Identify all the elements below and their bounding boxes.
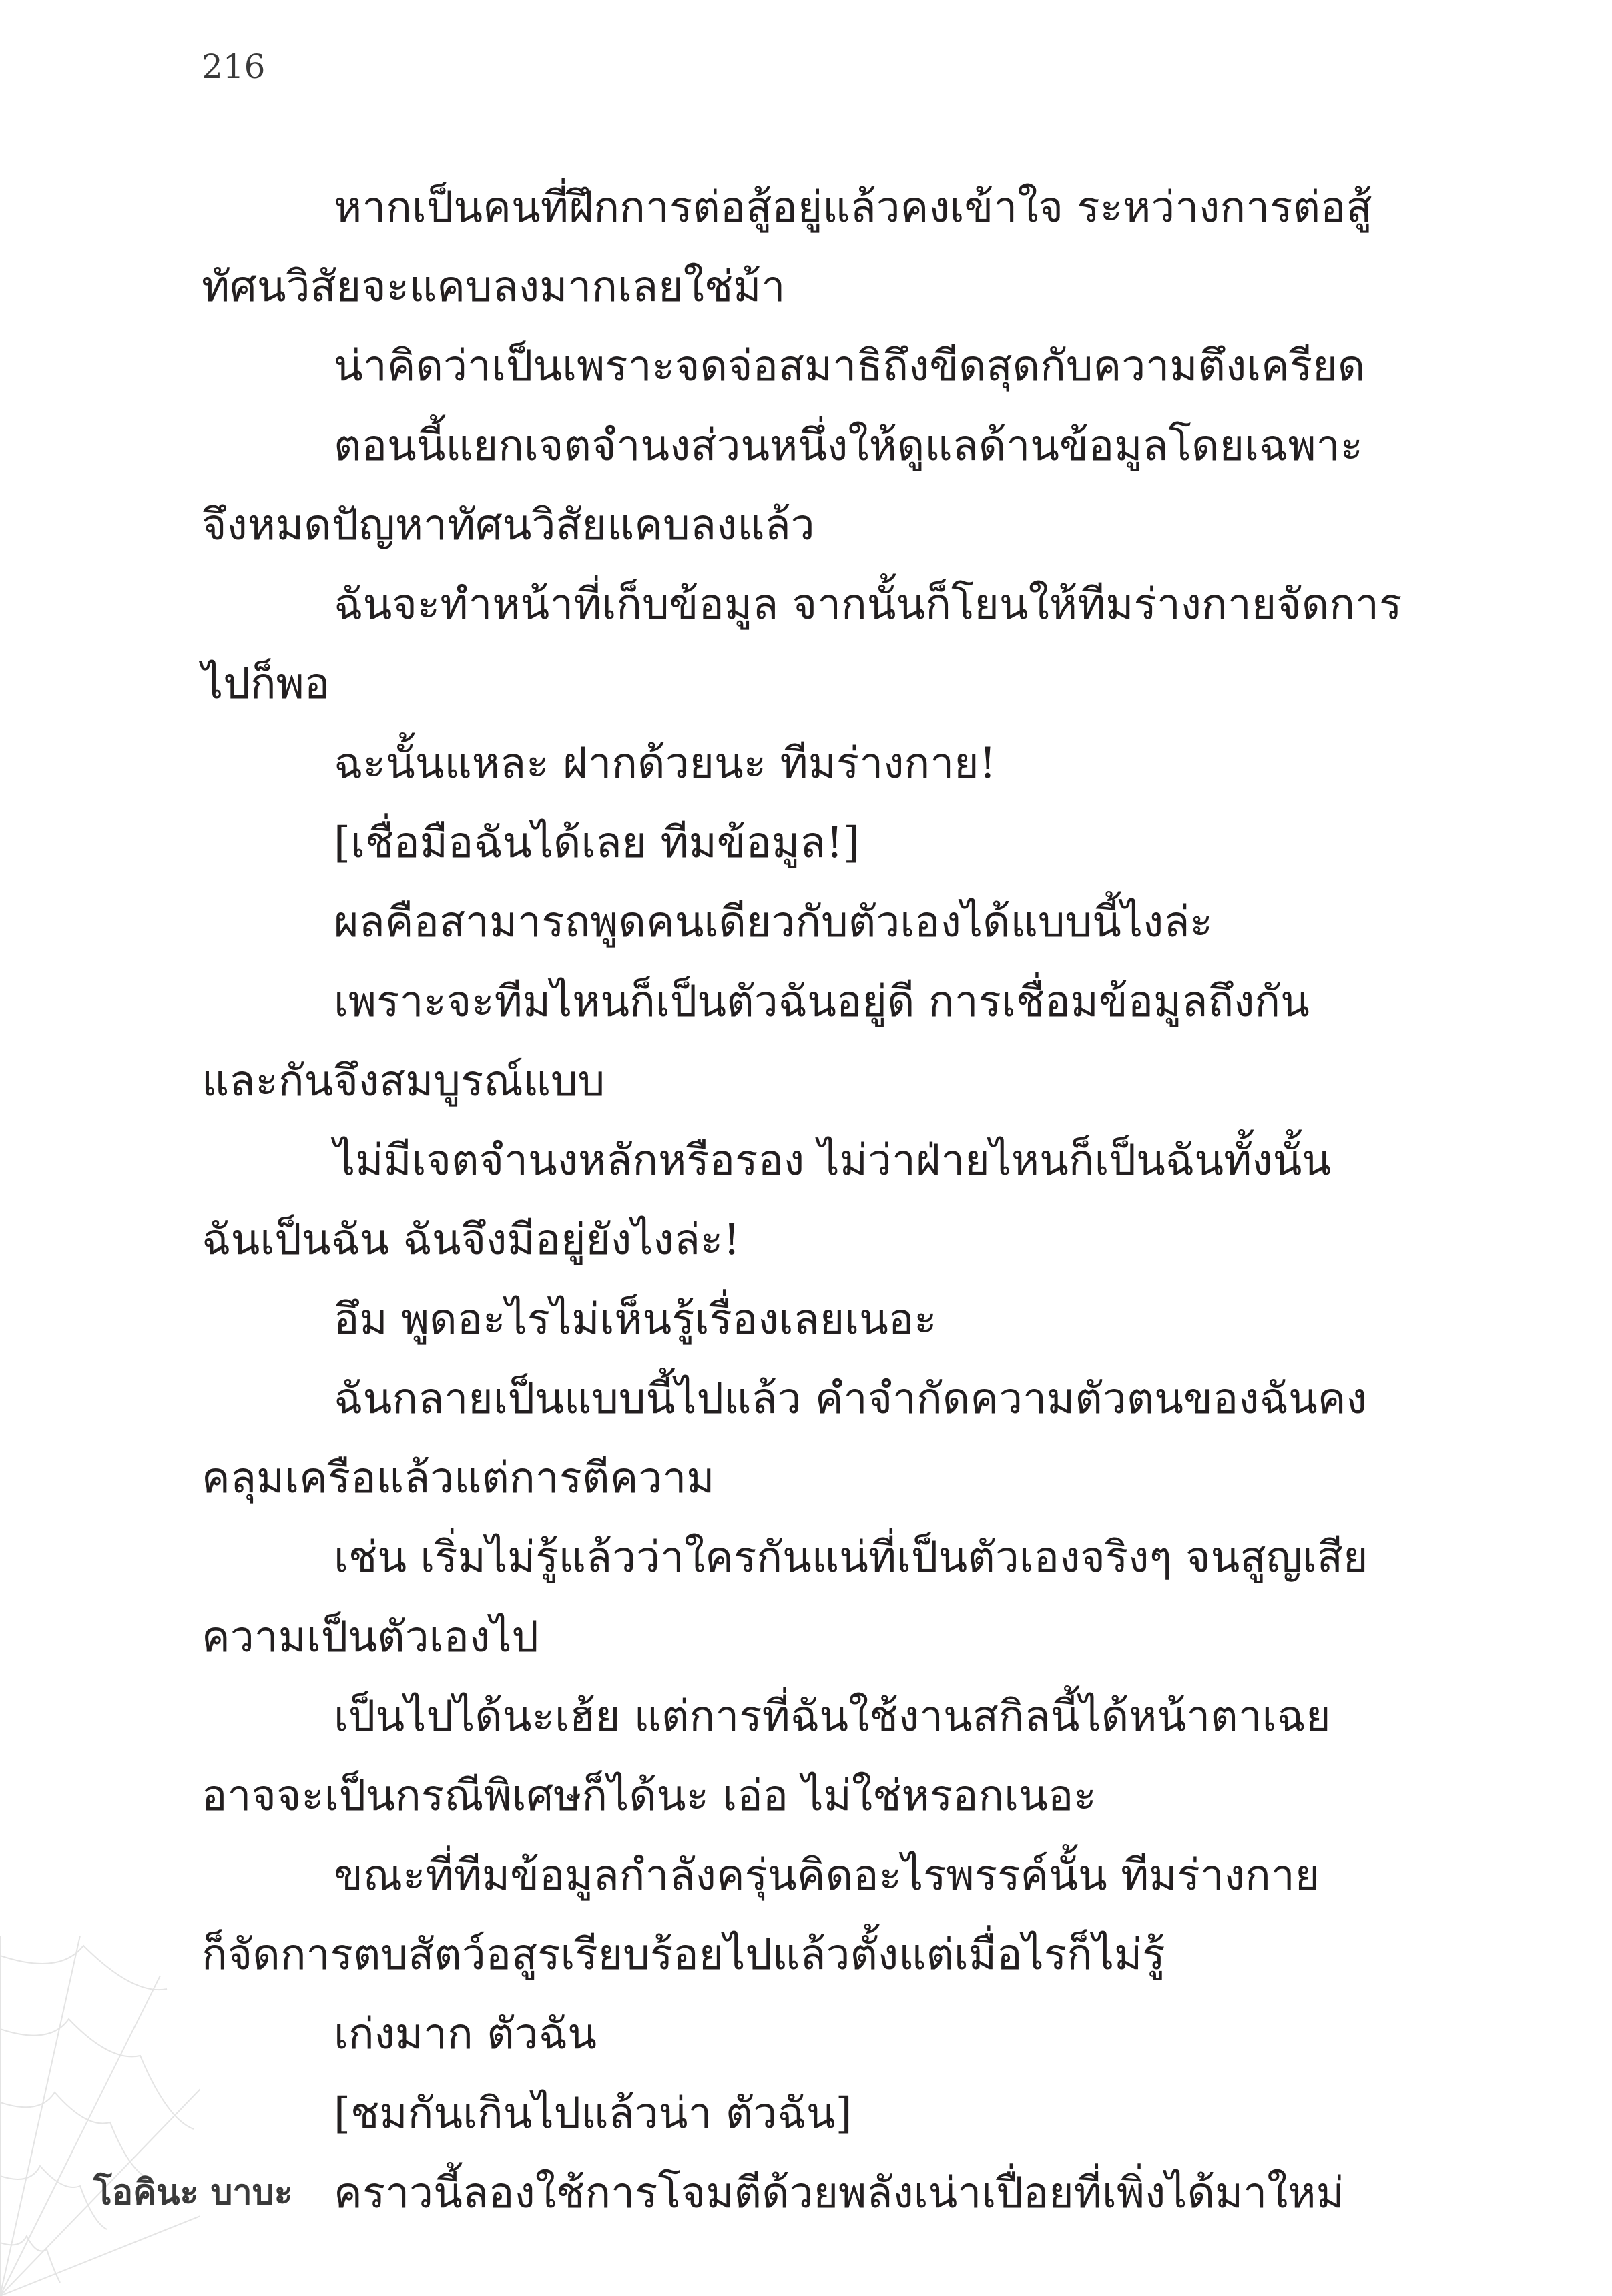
text-line: ไม่มีเจตจำนงหลักหรือรอง ไม่ว่าฝ่ายไหนก็เป็นฉันทั้งนั้น — [334, 1136, 1332, 1185]
text-line: เป็นไปได้นะเฮ้ย แต่การที่ฉันใช้งานสกิลนี้ได้หน้าตาเฉย — [334, 1692, 1331, 1741]
text-line: เพราะจะทีมไหนก็เป็นตัวฉันอยู่ดี การเชื่อมข้อมูลถึงกัน — [334, 977, 1310, 1027]
text-line: ตอนนี้แยกเจตจำนงส่วนหนึ่งให้ดูแลด้านข้อมูลโดยเฉพาะ — [334, 421, 1364, 471]
text-line: ฉันกลายเป็นแบบนี้ไปแล้ว คำจำกัดความตัวตนของฉันคง — [334, 1374, 1367, 1424]
page-number: 216 — [202, 47, 266, 86]
text-line: [เชื่อมือฉันได้เลย ทีมข้อมูล!] — [334, 818, 860, 868]
text-line: ฉันจะทำหน้าที่เก็บข้อมูล จากนั้นก็โยนให้ทีมร่างกายจัดการ — [334, 580, 1402, 629]
text-line: อึม พูดอะไรไม่เห็นรู้เรื่องเลยเนอะ — [334, 1295, 937, 1344]
text-line: ขณะที่ทีมข้อมูลกำลังครุ่นคิดอะไรพรรค์นั้น ทีมร่างกาย — [334, 1851, 1320, 1900]
text-line: อาจจะเป็นกรณีพิเศษก็ได้นะ เอ่อ ไม่ใช่หรอกเนอะ — [202, 1771, 1097, 1821]
text-line: ฉันเป็นฉัน ฉันจึงมีอยู่ยังไงล่ะ! — [202, 1215, 740, 1265]
text-line: ก็จัดการตบสัตว์อสูรเรียบร้อยไปแล้วตั้งแต่เมื่อไรก็ไม่รู้ — [202, 1930, 1165, 1980]
text-line: น่าคิดว่าเป็นเพราะจดจ่อสมาธิถึงขีดสุดกับความตึงเครียด — [334, 342, 1366, 391]
text-line: จึงหมดปัญหาทัศนวิสัยแคบลงแล้ว — [202, 501, 815, 550]
text-line: คราวนี้ลองใช้การโจมตีด้วยพลังเน่าเปื่อยที่เพิ่งได้มาใหม่ — [334, 2169, 1344, 2218]
text-line: [ชมกันเกินไปแล้วน่า ตัวฉัน] — [334, 2089, 852, 2138]
text-line: ฉะนั้นแหละ ฝากด้วยนะ ทีมร่างกาย! — [334, 739, 997, 788]
text-line: และกันจึงสมบูรณ์แบบ — [202, 1057, 605, 1106]
text-line: ความเป็นตัวเองไป — [202, 1613, 539, 1662]
text-line: เก่งมาก ตัวฉัน — [334, 2010, 597, 2059]
text-line: เช่น เริ่มไม่รู้แล้วว่าใครกันแน่ที่เป็นตัวเองจริงๆ จนสูญเสีย — [334, 1533, 1368, 1583]
body-text — [202, 168, 1408, 2233]
text-line: ผลคือสามารถพูดคนเดียวกับตัวเองได้แบบนี้ไงล่ะ — [334, 898, 1213, 947]
text-line: หากเป็นคนที่ฝึกการต่อสู้อยู่แล้วคงเข้าใจ ระหว่างการต่อสู้ — [334, 183, 1372, 232]
spider-web-decoration — [0, 1936, 200, 2296]
book-title-footer: โอคินะ บาบะ — [93, 2173, 293, 2213]
text-line: ไปก็พอ — [202, 659, 330, 709]
text-line: คลุมเครือแล้วแต่การตีความ — [202, 1454, 715, 1503]
text-line: ทัศนวิสัยจะแคบลงมากเลยใช่ม้า — [202, 262, 786, 312]
